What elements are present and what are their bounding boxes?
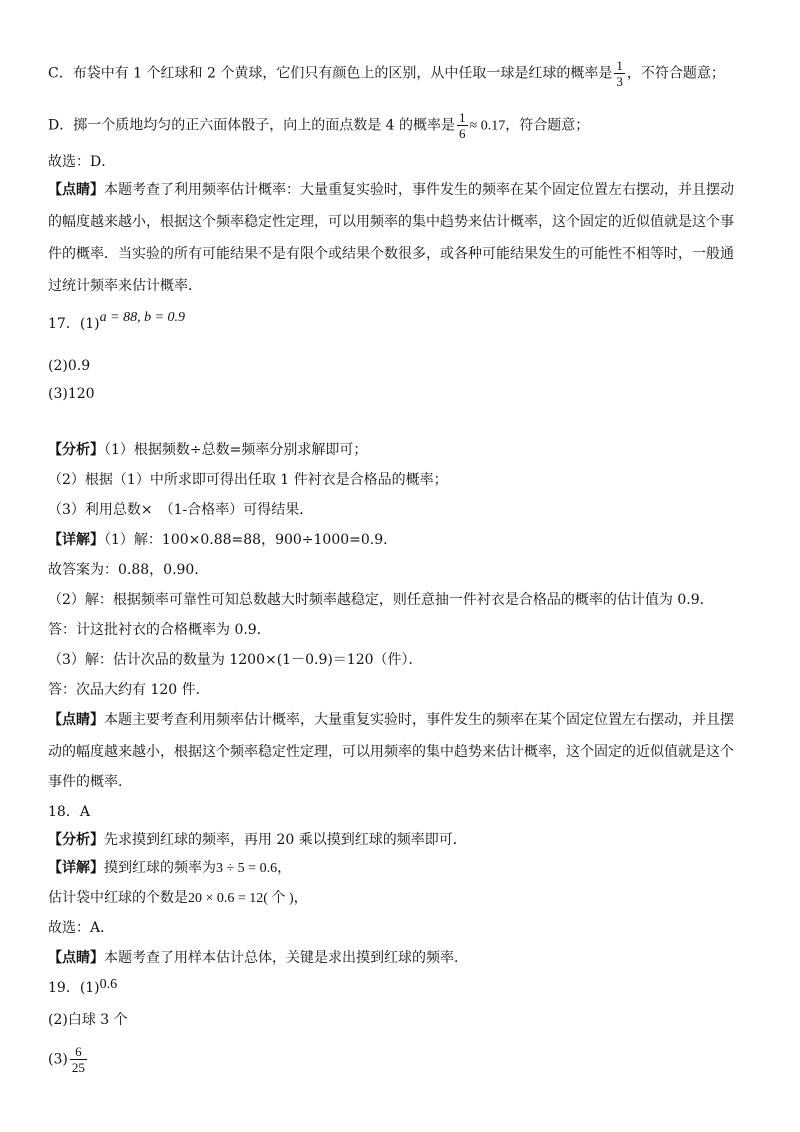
math-expression: 3 ÷ 5 = 0.6 xyxy=(216,861,278,876)
question-19-answer: 0.6 xyxy=(99,977,118,992)
option-d-line xyxy=(48,110,589,141)
option-c-text: C．布袋中有 1 个红球和 2 个黄球，它们只有颜色上的区别，从中任取一球是红球的概率是 xyxy=(48,65,613,82)
comment-tag: 【点睛】 xyxy=(48,950,104,966)
estimate-line: 估计袋中红球的个数是20 × 0.6 = 12( 个 )， xyxy=(48,890,308,906)
detail-line-1: 【详解】（1）解：100×0.88=88，900÷1000=0.9． xyxy=(48,532,398,548)
option-c-tail: ，不符合题意； xyxy=(626,65,725,82)
question-17-part-2: (2)0.9 xyxy=(48,358,91,374)
detail-line-2: 故答案为：0.88，0.90． xyxy=(48,562,209,578)
analysis-line-3: （3）利用总数× （1-合格率）可得结果． xyxy=(48,502,314,518)
comment-line-2: 的幅度越来越小，根据这个频率稳定性定理，可以用频率的集中趋势来估计概率，这个固定的近似值就是这个事 xyxy=(48,214,734,230)
detail18-line: 【详解】摸到红球的频率为3 ÷ 5 = 0.6， xyxy=(48,860,292,876)
fraction: $\frac{1}{3}$ xyxy=(616,58,623,89)
question-17-number: 17．(1) xyxy=(48,316,100,332)
detail-line-6: 答：次品大约有 120 件． xyxy=(48,682,210,698)
comment2-line-3: 事件的概率． xyxy=(48,774,132,790)
fraction: $\frac{1}{6}$ xyxy=(459,110,466,141)
fraction: $\frac{6}{25}$ xyxy=(71,1044,85,1075)
comment-line-1: 【点睛】本题考查了利用频率估计概率：大量重复实验时，事件发生的频率在某个固定位置左右摆动，并且摆动 xyxy=(48,182,734,198)
analysis-line-2: （2）根据（1）中所求即可得出任取 1 件衬衣是合格品的概率； xyxy=(48,472,448,488)
analysis18-line: 【分析】先求摸到红球的频率，再用 20 乘以摸到红球的频率即可． xyxy=(48,832,467,848)
option-c-line xyxy=(48,58,725,89)
analysis-line-1: 【分析】（1）根据频数÷总数=频率分别求解即可； xyxy=(48,442,368,458)
question-17-part-3: (3)120 xyxy=(48,386,95,402)
comment18-line: 【点睛】本题考查了用样本估计总体，关键是求出摸到红球的频率． xyxy=(48,950,468,966)
comment-tag: 【点睛】 xyxy=(48,182,104,198)
comment-line-3: 件的概率．当实验的所有可能结果不是有限个或结果个数很多，或各种可能结果发生的可能性不相等时，一般通 xyxy=(48,246,734,262)
comment2-line-1: 【点睛】本题主要考查利用频率估计概率，大量重复实验时，事件发生的频率在某个固定位置左右摆动，并且摆 xyxy=(48,712,734,728)
detail-tag: 【详解】 xyxy=(48,860,104,876)
analysis-tag: 【分析】 xyxy=(48,832,104,848)
question-19-number: 19．(1) xyxy=(48,980,100,996)
comment-line-4: 过统计频率来估计概率． xyxy=(48,278,202,294)
question-19-part-2: (2)白球 3 个 xyxy=(48,1012,128,1028)
question-19-line xyxy=(48,978,117,999)
detail-line-3: （2）解：根据频率可靠性可知总数越大时频率越稳定，则任意抽一件衬衣是合格品的概率的估计值为 0.9． xyxy=(48,592,714,608)
question-18-line: 18．A xyxy=(48,804,90,820)
option-d-tail: ，符合题意； xyxy=(505,117,590,134)
approx-value: ≈ 0.17 xyxy=(469,118,506,134)
math-expression: 20 × 0.6 = 12( 个 ) xyxy=(188,891,294,906)
question-17-answer: a = 88, b = 0.9 xyxy=(99,310,186,325)
analysis-tag: 【分析】 xyxy=(48,442,104,458)
option-d-text: D．掷一个质地均匀的正六面体骰子，向上的面点数是 4 的概率是 xyxy=(48,117,456,134)
detail-line-5: （3）解：估计次品的数量为 1200×(1－0.9)＝120（件）． xyxy=(48,652,423,668)
detail-tag: 【详解】 xyxy=(48,532,104,548)
comment-tag: 【点睛】 xyxy=(48,712,104,728)
comment2-line-2: 动的幅度越来越小，根据这个频率稳定性定理，可以用频率的集中趋势来估计概率，这个固定的近似值就是这个 xyxy=(48,744,734,760)
question-17-line xyxy=(48,310,186,335)
answer-line: 故选：D． xyxy=(48,154,116,170)
detail-line-4: 答：计这批衬衣的合格概率为 0.9． xyxy=(48,622,271,638)
answer-line: 故选：A． xyxy=(48,920,115,936)
question-19-part-3: (3) $\frac{6}{25}$ xyxy=(48,1044,85,1075)
